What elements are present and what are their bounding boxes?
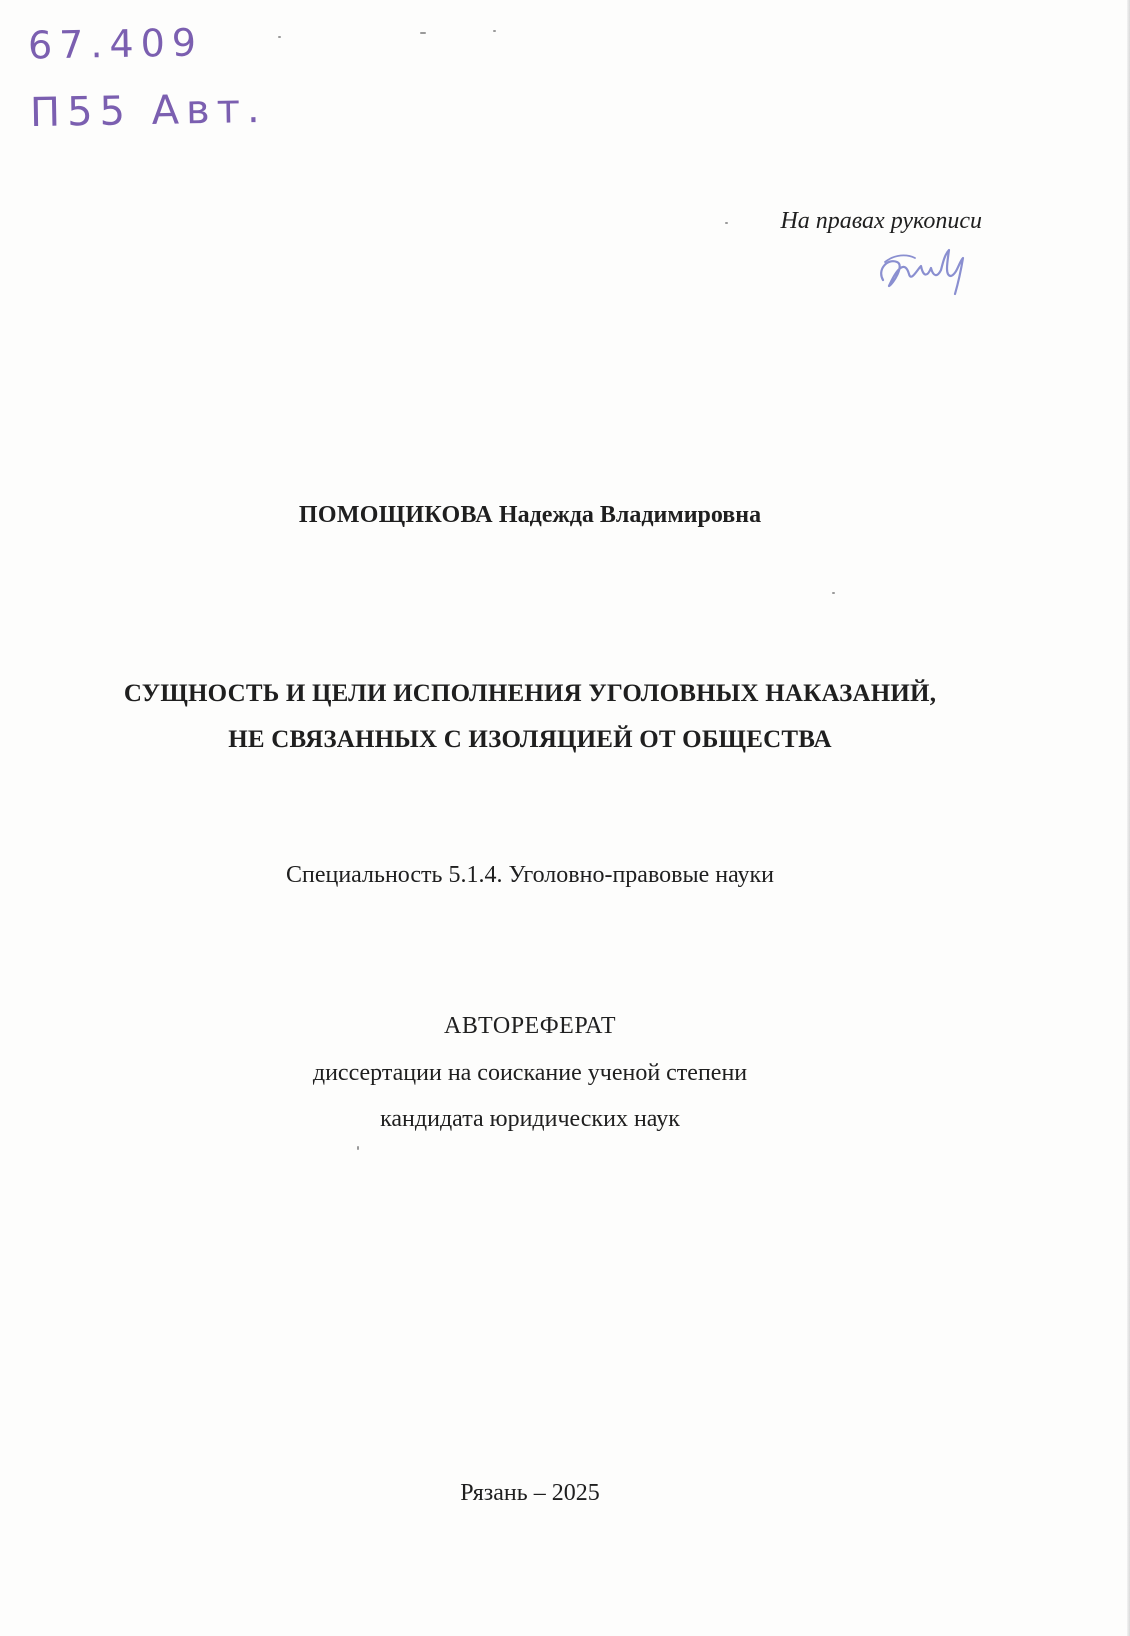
degree-line-2: кандидата юридических наук bbox=[380, 1106, 680, 1132]
scan-speck bbox=[493, 30, 496, 32]
place-and-year: Рязань – 2025 bbox=[460, 1480, 600, 1506]
handwritten-catalog-code: 67.409 bbox=[27, 20, 204, 68]
document-type: АВТОРЕФЕРАТ bbox=[444, 1013, 616, 1039]
rights-notice: На правах рукописи bbox=[780, 208, 982, 234]
specialty: Специальность 5.1.4. Уголовно-правовые науки bbox=[285, 862, 774, 888]
signature-icon bbox=[875, 240, 985, 304]
scan-speck bbox=[278, 36, 281, 38]
dissertation-title-line-2: НЕ СВЯЗАННЫХ С ИЗОЛЯЦИЕЙ ОТ ОБЩЕСТВА bbox=[228, 726, 832, 753]
author-name bbox=[0, 502, 1060, 529]
degree-line-1: диссертации на соискание ученой степени bbox=[312, 1060, 748, 1086]
author-surname: ПОМОЩИКОВА bbox=[298, 502, 493, 528]
scan-speck bbox=[725, 222, 728, 224]
handwritten-shelf-mark: П55 Авт. bbox=[29, 85, 268, 137]
scan-speck bbox=[420, 32, 426, 34]
author-given-names: Надежда Владимировна bbox=[498, 502, 762, 528]
scan-speck bbox=[832, 592, 835, 594]
scan-speck bbox=[357, 1146, 359, 1150]
dissertation-title-line-1: СУЩНОСТЬ И ЦЕЛИ ИСПОЛНЕНИЯ УГОЛОВНЫХ НАКАЗАНИЙ, bbox=[123, 680, 937, 707]
